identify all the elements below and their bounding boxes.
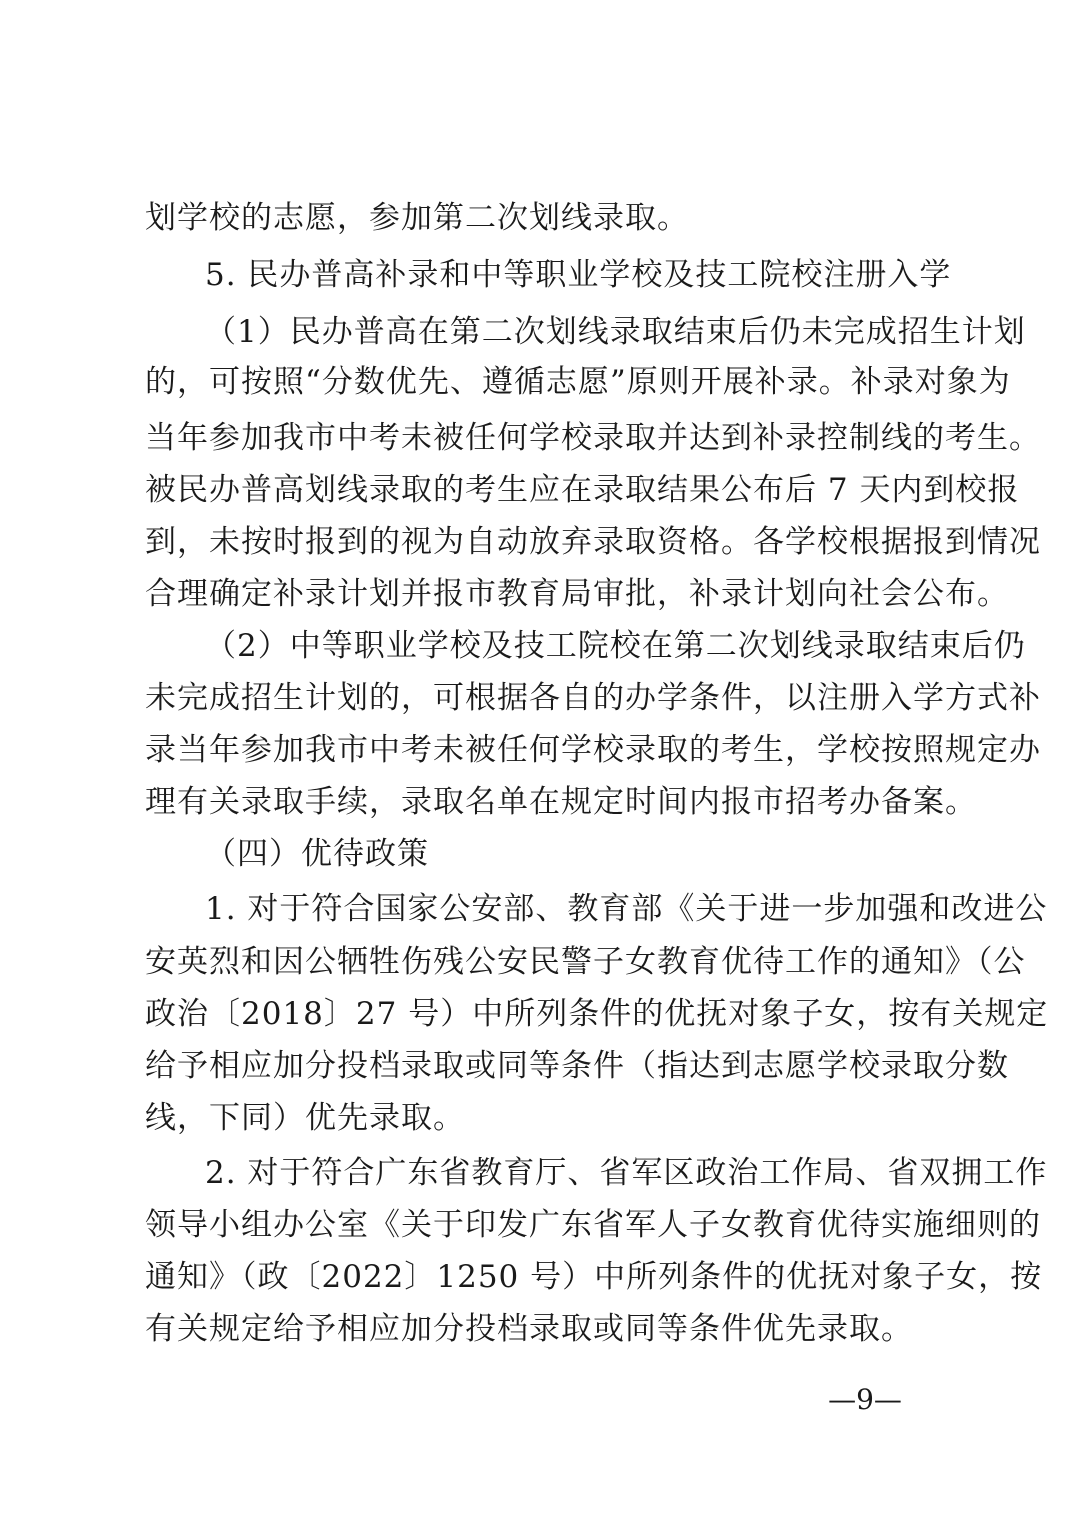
- text-line: 当年参加我市中考未被任何学校录取并达到补录控制线的考生。: [145, 420, 1041, 456]
- text-line: （1）民办普高在第二次划线录取结束后仍未完成招生计划: [205, 314, 1026, 350]
- text-line: 被民办普高划线录取的考生应在录取结果公布后 7 天内到校报: [145, 472, 1020, 508]
- text-line: 未完成招生计划的，可根据各自的办学条件，以注册入学方式补: [145, 680, 1041, 716]
- text-line: 录当年参加我市中考未被任何学校录取的考生，学校按照规定办: [145, 732, 1041, 768]
- text-line: 领导小组办公室《关于印发广东省军人子女教育优待实施细则的: [145, 1207, 1041, 1243]
- section-heading: （四）优待政策: [205, 836, 429, 872]
- text-line: 合理确定补录计划并报市教育局审批，补录计划向社会公布。: [145, 576, 1009, 612]
- section-heading: 5. 民办普高补录和中等职业学校及技工院校注册入学: [205, 257, 952, 293]
- text-line: 理有关录取手续，录取名单在规定时间内报市招考办备案。: [145, 784, 977, 820]
- text-line: 政治〔2018〕27 号）中所列条件的优抚对象子女，按有关规定: [145, 996, 1049, 1032]
- text-line: 到，未按时报到的视为自动放弃录取资格。各学校根据报到情况: [145, 524, 1041, 560]
- text-line: 划学校的志愿，参加第二次划线录取。: [145, 200, 689, 236]
- text-line: 2. 对于符合广东省教育厅、省军区政治工作局、省双拥工作: [205, 1155, 1048, 1191]
- text-line: 的，可按照“分数优先、遵循志愿”原则开展补录。补录对象为: [145, 364, 1011, 400]
- text-line: 通知》（政〔2022〕1250 号）中所列条件的优抚对象子女，按: [145, 1259, 1043, 1295]
- text-line: 有关规定给予相应加分投档录取或同等条件优先录取。: [145, 1311, 913, 1347]
- text-line: 1. 对于符合国家公安部、教育部《关于进一步加强和改进公: [205, 891, 1048, 927]
- text-line: 安英烈和因公牺牲伤残公安民警子女教育优待工作的通知》（公: [145, 944, 1026, 980]
- text-line: 给予相应加分投档录取或同等条件（指达到志愿学校录取分数: [145, 1048, 1009, 1084]
- text-line: （2）中等职业学校及技工院校在第二次划线录取结束后仍: [205, 628, 1026, 664]
- text-line: 线，下同）优先录取。: [145, 1100, 465, 1136]
- page-number: —9—: [828, 1383, 902, 1416]
